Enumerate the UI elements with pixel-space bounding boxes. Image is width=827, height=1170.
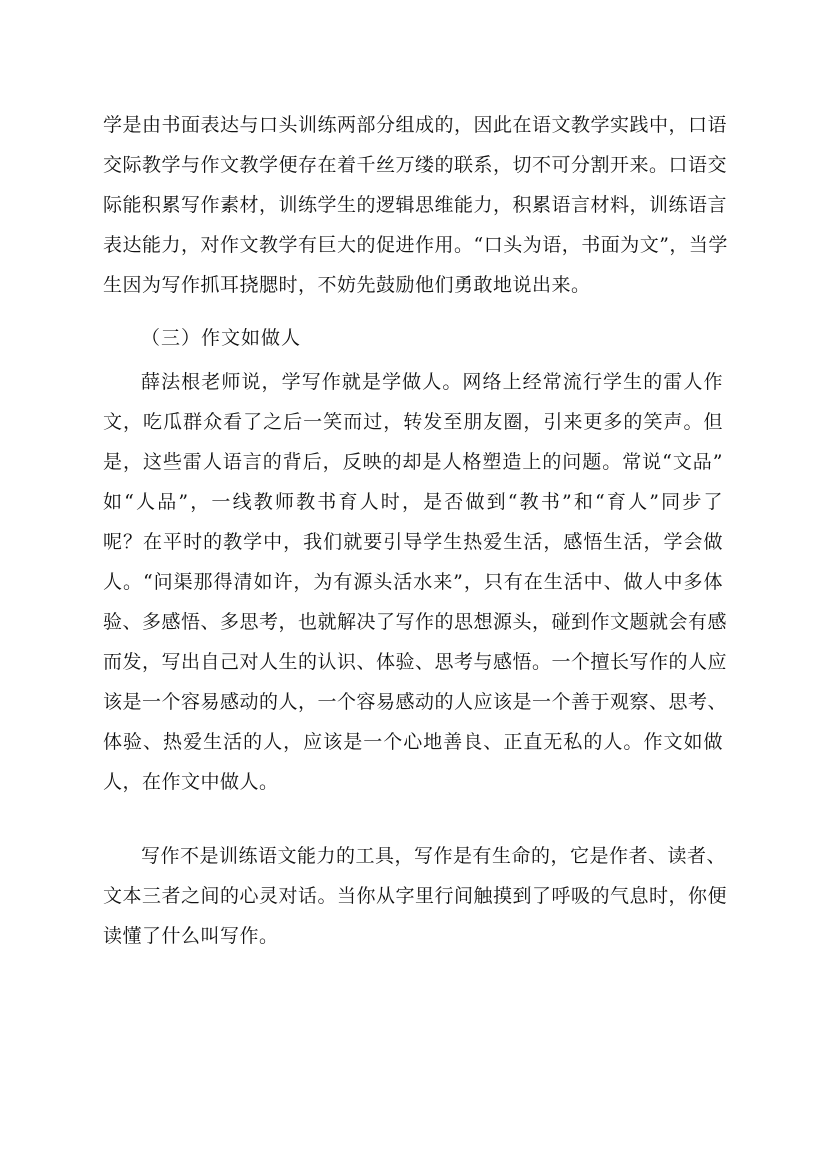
paragraph-line: 薛法根老师说，学写作就是学做人。网络上经常流行学生的雷人作 [141, 371, 723, 393]
paragraph-line: 验、多感悟、多思考，也就解决了写作的思想源头，碰到作文题就会有感 [103, 611, 728, 633]
paragraph-1 [103, 105, 728, 305]
paragraph-line: 交际教学与作文教学便存在着千丝万缕的联系，切不可分割开来。口语交 [103, 154, 728, 176]
paragraph-line: 生因为写作抓耳挠腮时，不妨先鼓励他们勇敢地说出来。 [103, 274, 591, 296]
paragraph-3 [103, 836, 728, 956]
paragraph-line: 人。“问渠那得清如许，为有源头活水来”，只有在生活中、做人中多体 [103, 571, 723, 593]
paragraph-line: 人，在作文中做人。 [103, 771, 279, 793]
paragraph-line: 读懂了什么叫写作。 [103, 925, 279, 947]
paragraph-line: 是，这些雷人语言的背后，反映的却是人格塑造上的问题。常说“文品” [103, 451, 723, 473]
paragraph-line: 体验、热爱生活的人，应该是一个心地善良、正直无私的人。作文如做 [103, 731, 723, 753]
paragraph-line: 际能积累写作素材，训练学生的逻辑思维能力，积累语言材料，训练语言 [103, 194, 728, 216]
paragraph-line: 而发，写出自己对人生的认识、体验、思考与感悟。一个擅长写作的人应 [103, 651, 728, 673]
section-heading: （三）作文如做人 [141, 327, 302, 349]
paragraph-line: 写作不是训练语文能力的工具，写作是有生命的，它是作者、读者、 [141, 845, 727, 867]
paragraph-line: 表达能力，对作文教学有巨大的促进作用。“口头为语，书面为文”，当学 [103, 234, 728, 256]
paragraph-line: 该是一个容易感动的人，一个容易感动的人应该是一个善于观察、思考、 [103, 691, 728, 713]
paragraph-line: 文本三者之间的心灵对话。当你从字里行间触摸到了呼吸的气息时，你便 [103, 885, 728, 907]
paragraph-line: 文，吃瓜群众看了之后一笑而过，转发至朋友圈，引来更多的笑声。但 [103, 411, 723, 433]
paragraph-2 [103, 362, 728, 802]
paragraph-line: 学是由书面表达与口头训练两部分组成的，因此在语文教学实践中，口语 [103, 114, 728, 136]
paragraph-line: 呢？在平时的教学中，我们就要引导学生热爱生活，感悟生活，学会做 [103, 531, 723, 553]
paragraph-line: 如“人品”，一线教师教书育人时，是否做到“教书”和“育人”同步了 [103, 491, 723, 513]
